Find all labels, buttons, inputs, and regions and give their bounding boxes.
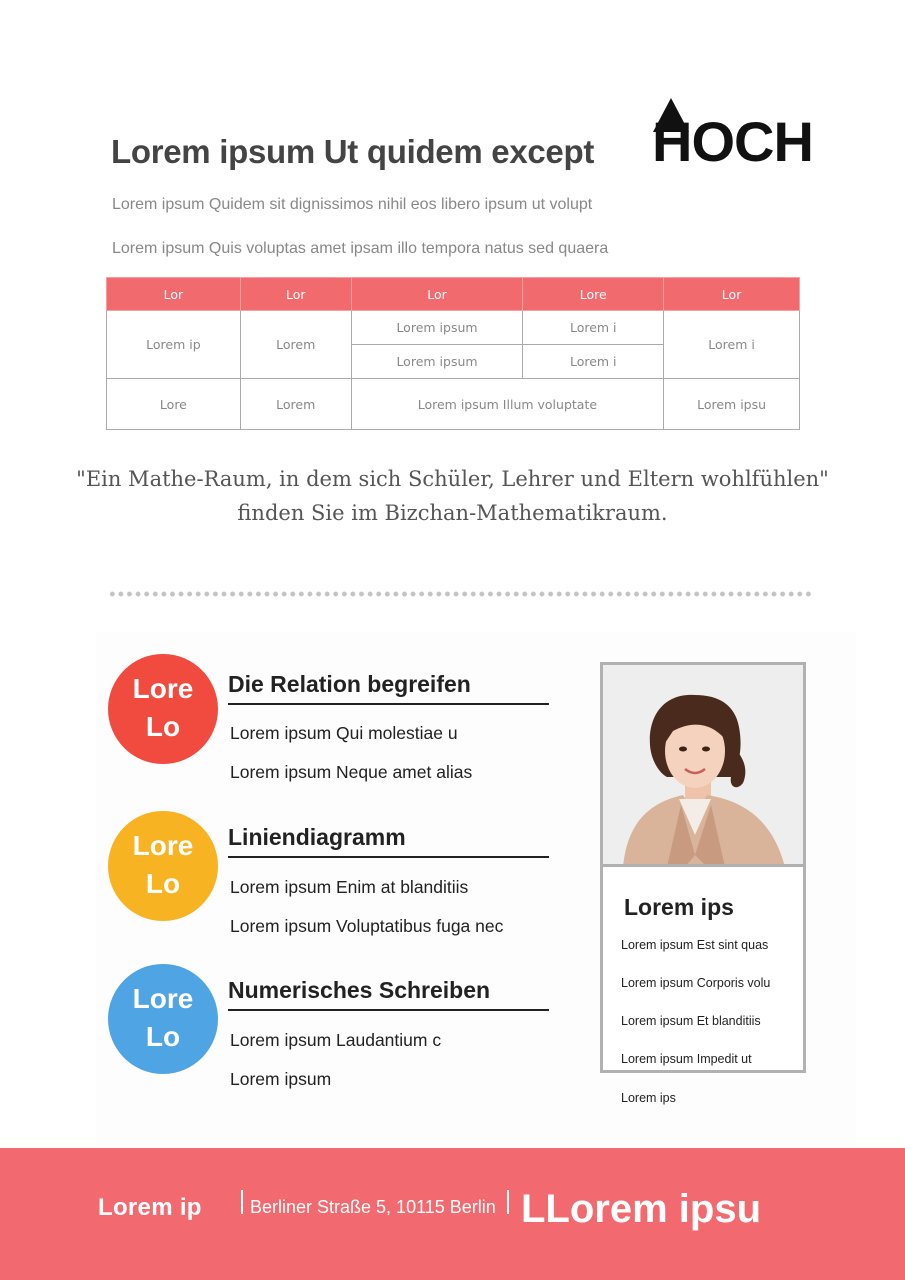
section-title: Numerisches Schreiben — [228, 977, 549, 1011]
section-badge-blue — [108, 964, 218, 1074]
badge-text-line-2: Lo — [145, 1021, 181, 1052]
info-table — [106, 277, 800, 430]
profile-detail: Lorem ips — [621, 1091, 676, 1105]
section-title: Liniendiagramm — [228, 824, 549, 858]
table-row — [107, 379, 800, 430]
hoch-logo — [650, 96, 825, 172]
section-item: Lorem ipsum Enim at blanditiis — [230, 877, 469, 897]
badge-text-line-2: Lo — [145, 868, 181, 899]
table-row — [107, 311, 800, 345]
table-cell: Lorem — [240, 379, 351, 430]
badge-text-line-1: Lore — [132, 673, 194, 704]
person-portrait-icon — [603, 665, 803, 867]
section-item: Lorem ipsum Laudantium c — [230, 1030, 442, 1050]
section-item: Lorem ipsum Qui molestiae u — [230, 723, 458, 743]
quote-line-2: finden Sie im Bizchan-Mathematikraum. — [237, 501, 668, 525]
page-title: Lorem ipsum Ut quidem except — [111, 133, 595, 170]
badge-text-line-1: Lore — [132, 830, 194, 861]
dotted-divider — [108, 590, 814, 598]
section-item: Lorem ipsum — [230, 1069, 332, 1089]
table-cell: Lore — [107, 379, 241, 430]
profile-detail: Lorem ipsum Corporis volu — [621, 976, 771, 990]
profile-detail: Lorem ipsum Est sint quas — [621, 938, 769, 952]
footer-tagline: LLorem ipsu — [521, 1187, 762, 1231]
footer-divider — [507, 1190, 509, 1214]
footer-divider — [241, 1190, 243, 1214]
table-cell: Lorem ipsum Illum voluptate — [351, 379, 664, 430]
table-cell: Lorem ipsum — [351, 311, 523, 345]
table-header-cell: Lor — [664, 278, 800, 311]
footer-address: Berliner Straße 5, 10115 Berlin — [250, 1197, 496, 1217]
profile-name: Lorem ips — [624, 894, 734, 920]
profile-detail: Lorem ipsum Impedit ut — [621, 1052, 752, 1066]
badge-text-line-2: Lo — [145, 711, 181, 742]
section-title: Die Relation begreifen — [228, 671, 549, 705]
footer-logo: Lorem ip — [98, 1194, 202, 1221]
table-cell: Lorem ip — [107, 311, 241, 379]
table-cell: Lorem i — [664, 311, 800, 379]
quote-line-1: "Ein Mathe-Raum, in dem sich Schüler, Lehrer und Eltern wohlfühlen" — [76, 467, 829, 491]
table-cell: Lorem i — [523, 345, 664, 379]
table-header-row — [107, 278, 800, 311]
table-header-cell: Lor — [240, 278, 351, 311]
quote-block — [60, 462, 845, 530]
section-item: Lorem ipsum Neque amet alias — [230, 762, 473, 782]
profile-card — [600, 662, 806, 1073]
section-item: Lorem ipsum Voluptatibus fuga nec — [230, 916, 504, 936]
table-header-cell: Lor — [107, 278, 241, 311]
badge-text-line-1: Lore — [132, 983, 194, 1014]
table-cell: Lorem — [240, 311, 351, 379]
table-cell: Lorem ipsu — [664, 379, 800, 430]
table-cell: Lorem ipsum — [351, 345, 523, 379]
table-cell: Lorem i — [523, 311, 664, 345]
subtitle-1: Lorem ipsum Quidem sit dignissimos nihil eos libero ipsum ut volupt — [112, 196, 593, 213]
section-badge-red — [108, 654, 218, 764]
table-header-cell: Lor — [351, 278, 523, 311]
profile-photo — [603, 665, 803, 867]
section-badge-yellow — [108, 811, 218, 921]
logo-text: HOCH — [652, 110, 813, 173]
subtitle-2: Lorem ipsum Quis voluptas amet ipsam illo tempora natus sed quaera — [112, 240, 609, 257]
table-header-cell: Lore — [523, 278, 664, 311]
profile-detail: Lorem ipsum Et blanditiis — [621, 1014, 761, 1028]
